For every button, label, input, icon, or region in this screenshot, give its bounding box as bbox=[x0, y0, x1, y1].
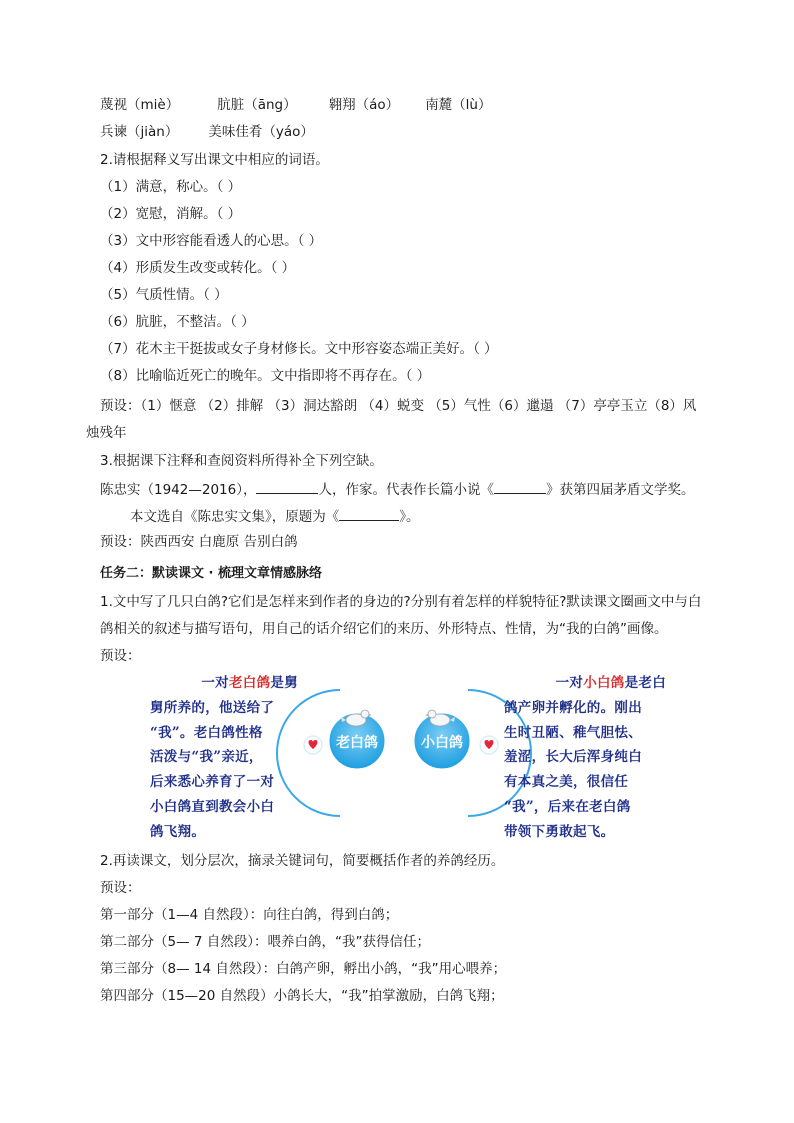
pinyin-word: 南麓（lù） bbox=[425, 97, 492, 113]
text-segment: 》获第四届茅盾文学奖。 bbox=[545, 482, 695, 498]
text-segment: 人，作家。代表作长篇小说《 bbox=[318, 482, 494, 498]
text-segment: 本文选自《陈忠实文集》，原题为《 bbox=[130, 509, 340, 525]
question-item: （7）花木主干挺拔或女子身材修长。文中形容姿态端正美好。（ ） bbox=[100, 341, 498, 357]
part-summary: 第四部分（15—20 自然段）小鸽长大，“我”拍掌激励，白鸽飞翔； bbox=[100, 988, 504, 1004]
question-item: （2）宽慰，消解。（ ） bbox=[100, 206, 242, 222]
task-2-question-1-continued: 鸽相关的叙述与描写语句，用自己的话介绍它们的来历、外形特点、性情，为“我的白鸽”画像。 bbox=[100, 621, 668, 637]
text-segment: 》。 bbox=[399, 509, 420, 525]
part-summary: 第一部分（1—4 自然段）：向往白鸽，得到白鸽； bbox=[100, 907, 399, 923]
pinyin-line-1 bbox=[100, 95, 491, 115]
blank-field[interactable] bbox=[339, 506, 399, 521]
pinyin-word: 蔑视（miè） bbox=[100, 97, 180, 113]
pinyin-line-2 bbox=[100, 122, 314, 142]
heart-icon bbox=[304, 736, 322, 754]
question-item: （1）满意，称心。（ ） bbox=[100, 179, 242, 195]
part-summary: 第二部分（5— 7 自然段）：喂养白鸽，“我”获得信任； bbox=[100, 934, 430, 950]
old-dove-description: 一对老白鸽是舅 舅所养的，他送给了 “我”。老白鸽性格 活泼与“我”亲近， 后来悉心养育了一对 小白鸽直到教会小白 鸽飞翔。 bbox=[150, 675, 298, 840]
question-item: （8）比喻临近死亡的晚年。文中指即将不再存在。（ ） bbox=[100, 368, 431, 384]
fill-blank-line-1 bbox=[100, 479, 694, 500]
white-dove-figure bbox=[150, 668, 670, 844]
question-item: （5）气质性情。（ ） bbox=[100, 287, 228, 303]
blank-field[interactable] bbox=[494, 479, 546, 494]
task-2-title: 任务二：默读课文 · 梳理文章情感脉络 bbox=[100, 566, 322, 581]
young-dove-label: 小白鸽 bbox=[421, 735, 463, 751]
answer-preset: 预设：（1）惬意 （2）排解 （3）洞达豁朗 （4）蜕变 （5）气性（6）邋遢 （7）亭亭玉立（8）风 bbox=[100, 398, 697, 414]
fill-blank-line-2 bbox=[130, 506, 420, 527]
question-2-title: 2.请根据释义写出课文中相应的词语。 bbox=[100, 152, 329, 168]
task-2-question-2: 2.再读课文，划分层次，摘录关键词句，简要概括作者的养鸽经历。 bbox=[100, 853, 505, 869]
heart-icon bbox=[480, 736, 498, 754]
pinyin-word: 兵谏（jiàn） bbox=[100, 124, 179, 140]
preset-label: 预设： bbox=[100, 880, 141, 896]
question-item: （4）形质发生改变或转化。（ ） bbox=[100, 260, 296, 276]
preset-label: 预设： bbox=[100, 648, 141, 664]
part-summary: 第三部分（8— 14 自然段）：白鸽产卵，孵出小鸽，“我”用心喂养； bbox=[100, 961, 507, 977]
pinyin-word: 翱翔（áo） bbox=[328, 97, 400, 113]
pinyin-word: 美味佳肴（yáo） bbox=[208, 124, 314, 140]
old-dove-label: 老白鸽 bbox=[336, 735, 378, 751]
blank-field[interactable] bbox=[256, 479, 318, 494]
pinyin-word: 肮脏（āng） bbox=[217, 97, 297, 113]
task-2-question-1: 1.文中写了几只白鸽?它们是怎样来到作者的身边的?分别有着怎样的样貌特征?默读课文圈画文中与白 bbox=[100, 594, 702, 610]
text-segment: 陈忠实（1942—2016）， bbox=[100, 482, 257, 498]
question-3-title: 3.根据课下注释和查阅资料所得补全下列空缺。 bbox=[100, 453, 383, 469]
question-item: （6）肮脏，不整洁。（ ） bbox=[100, 314, 255, 330]
answer-preset: 预设：陕西西安 白鹿原 告别白鸽 bbox=[100, 534, 298, 550]
question-item: （3）文中形容能看透人的心思。（ ） bbox=[100, 233, 323, 249]
answer-preset-continued: 烛残年 bbox=[86, 425, 127, 441]
young-dove-description: 一对小白鸽是老白 鸽产卵并孵化的。刚出 生时丑陋、稚气胆怯、 羞涩，长大后浑身纯白 有本真之美，很信任 “我”，后来在老白鸽 带领下勇敢起飞。 bbox=[504, 675, 666, 840]
